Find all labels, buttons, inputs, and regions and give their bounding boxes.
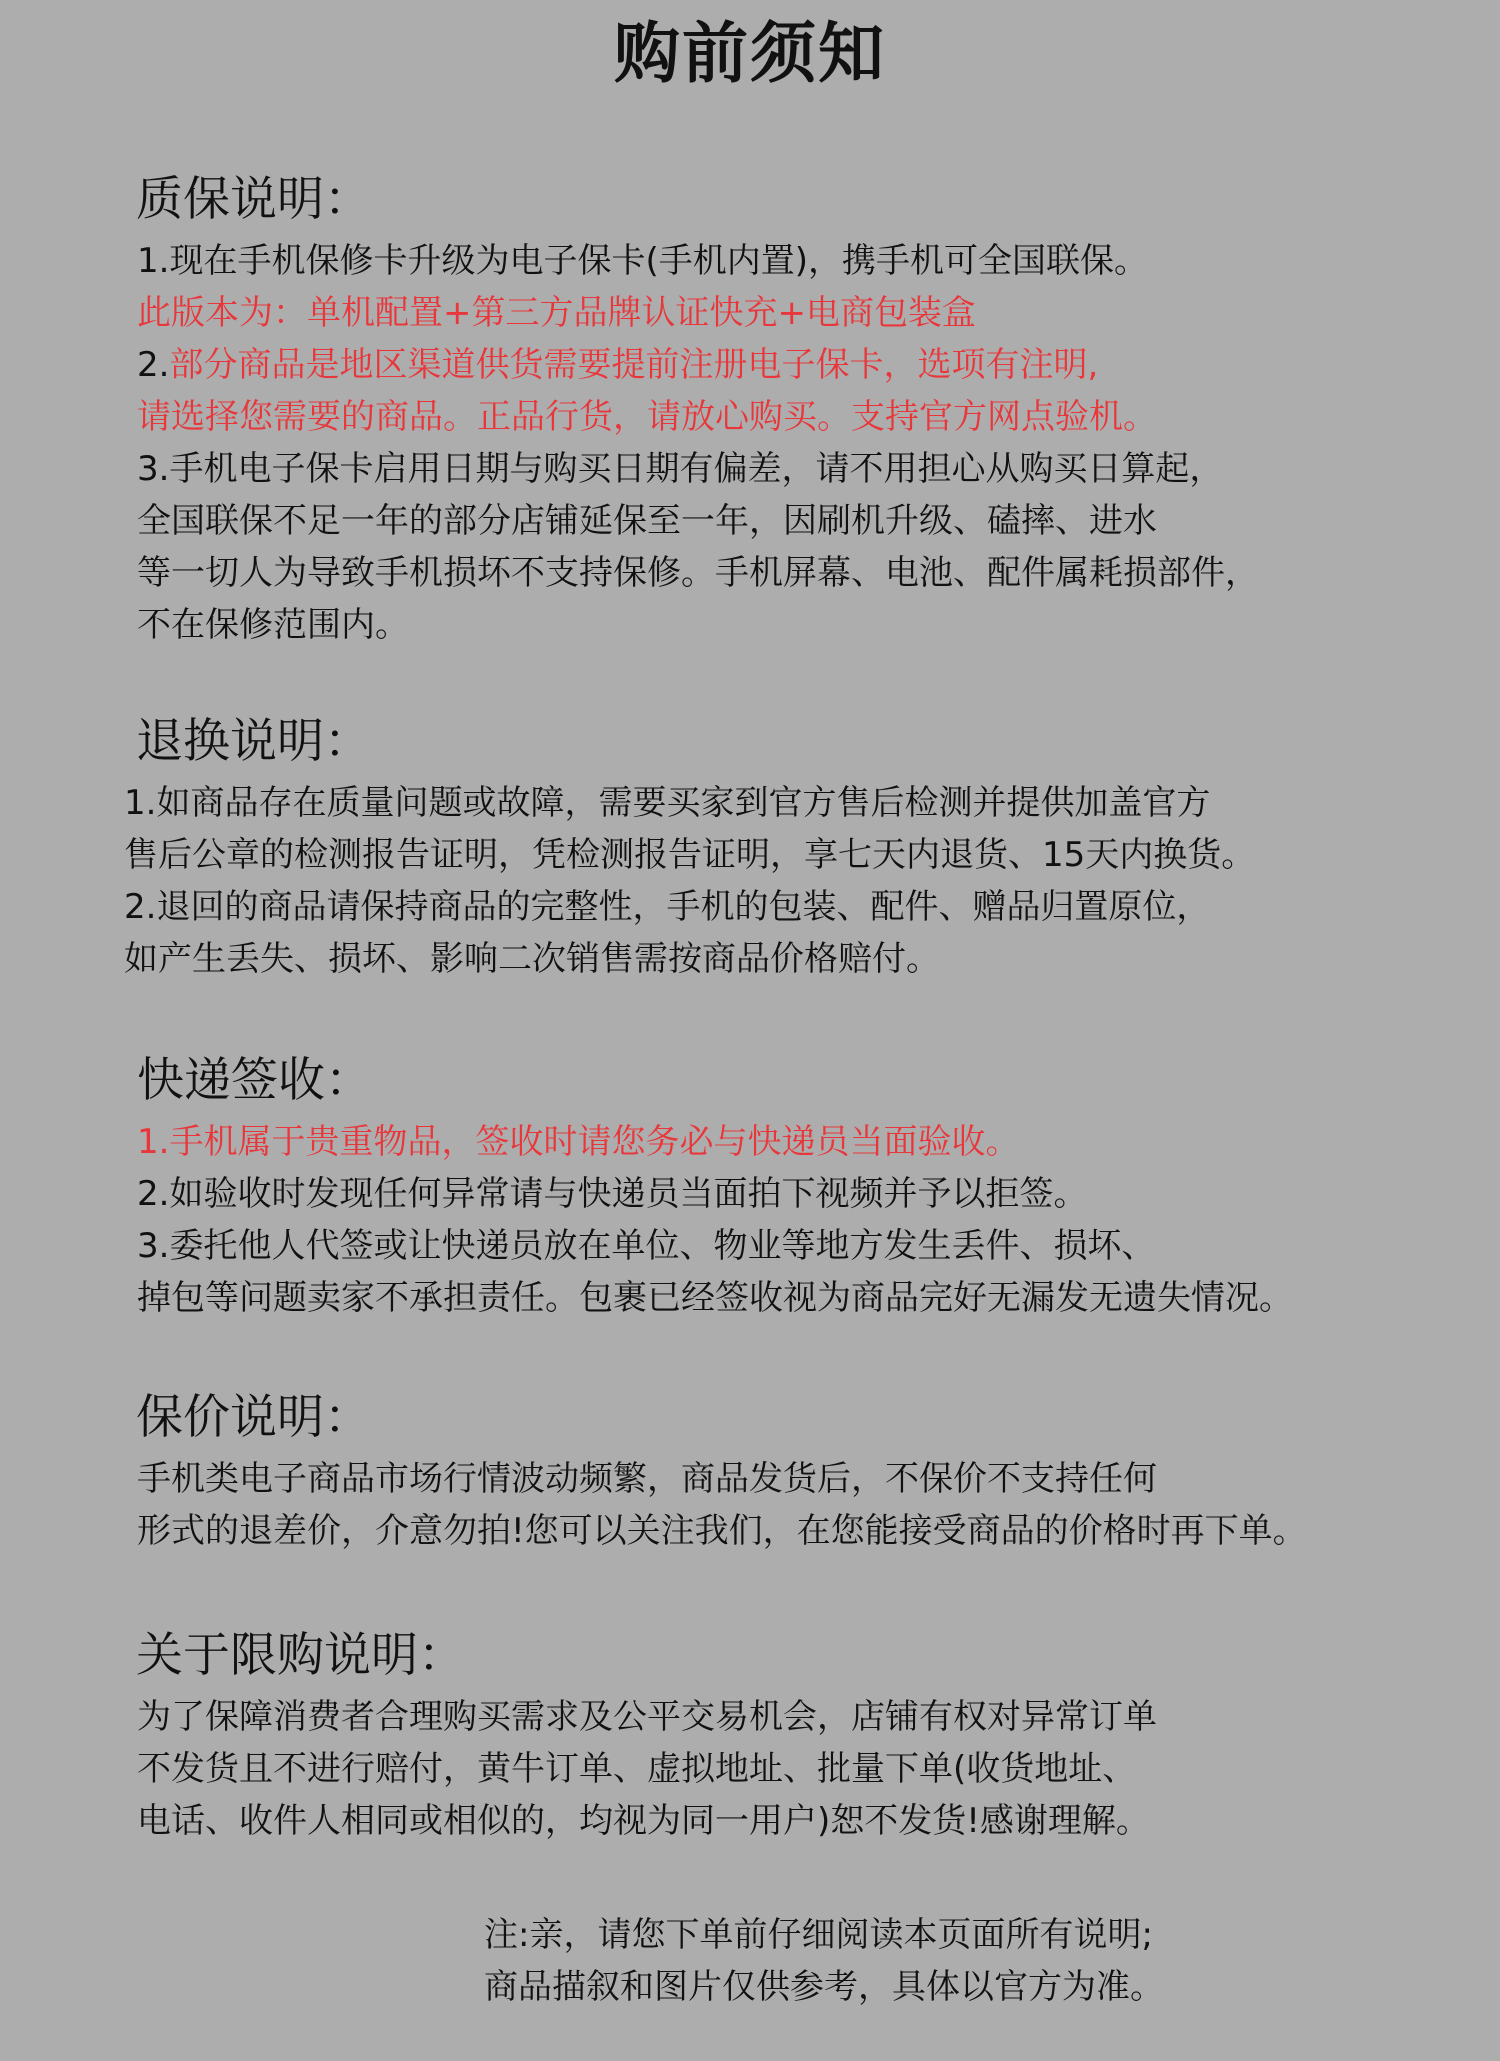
warranty-line-4: 3.手机电子保卡启用日期与购买日期有偏差，请不用担心从购买日算起， [137, 449, 1224, 489]
limit-line-2: 不发货且不进行赔付，黄牛订单、虚拟地址、批量下单(收货地址、 [137, 1749, 1137, 1789]
delivery-line-3: 3.委托他人代签或让快递员放在单位、物业等地方发生丢件、损坏、 [137, 1226, 1156, 1266]
warranty-heading: 质保说明： [136, 172, 371, 227]
delivery-text [137, 1116, 1293, 1324]
warranty-line-7: 不在保修范围内。 [137, 605, 409, 645]
footer-note-line-1: 注:亲，请您下单前仔细阅读本页面所有说明; [484, 1915, 1153, 1955]
delivery-line-4: 掉包等问题卖家不承担责任。包裹已经签收视为商品完好无漏发无遗失情况。 [137, 1278, 1293, 1318]
delivery-line-1: 1.手机属于贵重物品，签收时请您务必与快递员当面验收。 [137, 1122, 1020, 1162]
footer-note-line-2: 商品描叙和图片仅供参考，具体以官方为准。 [484, 1967, 1164, 2007]
price-line-2: 形式的退差价，介意勿拍!您可以关注我们，在您能接受商品的价格时再下单。 [137, 1511, 1307, 1551]
returns-text [124, 777, 1255, 985]
limit-line-1: 为了保障消费者合理购买需求及公平交易机会，店铺有权对异常订单 [137, 1697, 1157, 1737]
returns-heading: 退换说明： [136, 714, 371, 769]
footer-note [484, 1909, 1164, 2013]
returns-line-4: 如产生丢失、损坏、影响二次销售需按商品价格赔付。 [124, 939, 940, 979]
page-title: 购前须知 [614, 15, 886, 92]
returns-line-2: 售后公章的检测报告证明，凭检测报告证明，享七天内退货、15天内换货。 [124, 835, 1256, 875]
returns-line-3: 2.退回的商品请保持商品的完整性，手机的包装、配件、赠品归置原位， [124, 887, 1211, 927]
warranty-version-note: 此版本为：单机配置+第三方品牌认证快充+电商包装盒 [137, 293, 976, 333]
warranty-line-5: 全国联保不足一年的部分店铺延保至一年，因刷机升级、磕摔、进水 [137, 501, 1157, 541]
delivery-heading: 快递签收： [137, 1053, 372, 1108]
price-heading: 保价说明： [136, 1390, 371, 1445]
price-text [137, 1453, 1307, 1557]
warranty-line-2-highlight: 部分商品是地区渠道供货需要提前注册电子保卡，选项有注明, [169, 345, 1099, 385]
returns-line-1: 1.如商品存在质量问题或故障，需要买家到官方售后检测并提供加盖官方 [124, 783, 1211, 823]
warranty-text [137, 235, 1259, 651]
warranty-line-3: 请选择您需要的商品。正品行货，请放心购买。支持官方网点验机。 [137, 397, 1157, 437]
delivery-line-2: 2.如验收时发现任何异常请与快递员当面拍下视频并予以拒签。 [137, 1174, 1088, 1214]
warranty-line-2-prefix: 2. [137, 345, 170, 385]
price-line-1: 手机类电子商品市场行情波动频繁，商品发货后，不保价不支持任何 [137, 1459, 1157, 1499]
warranty-line-6: 等一切人为导致手机损坏不支持保修。手机屏幕、电池、配件属耗损部件， [137, 553, 1259, 593]
warranty-line-1: 1.现在手机保修卡升级为电子保卡(手机内置)，携手机可全国联保。 [137, 241, 1148, 281]
limit-text [137, 1691, 1157, 1847]
limit-line-3: 电话、收件人相同或相似的，均视为同一用户)恕不发货!感谢理解。 [137, 1801, 1150, 1841]
limit-heading: 关于限购说明： [136, 1628, 465, 1683]
warranty-line-2 [137, 339, 1259, 391]
